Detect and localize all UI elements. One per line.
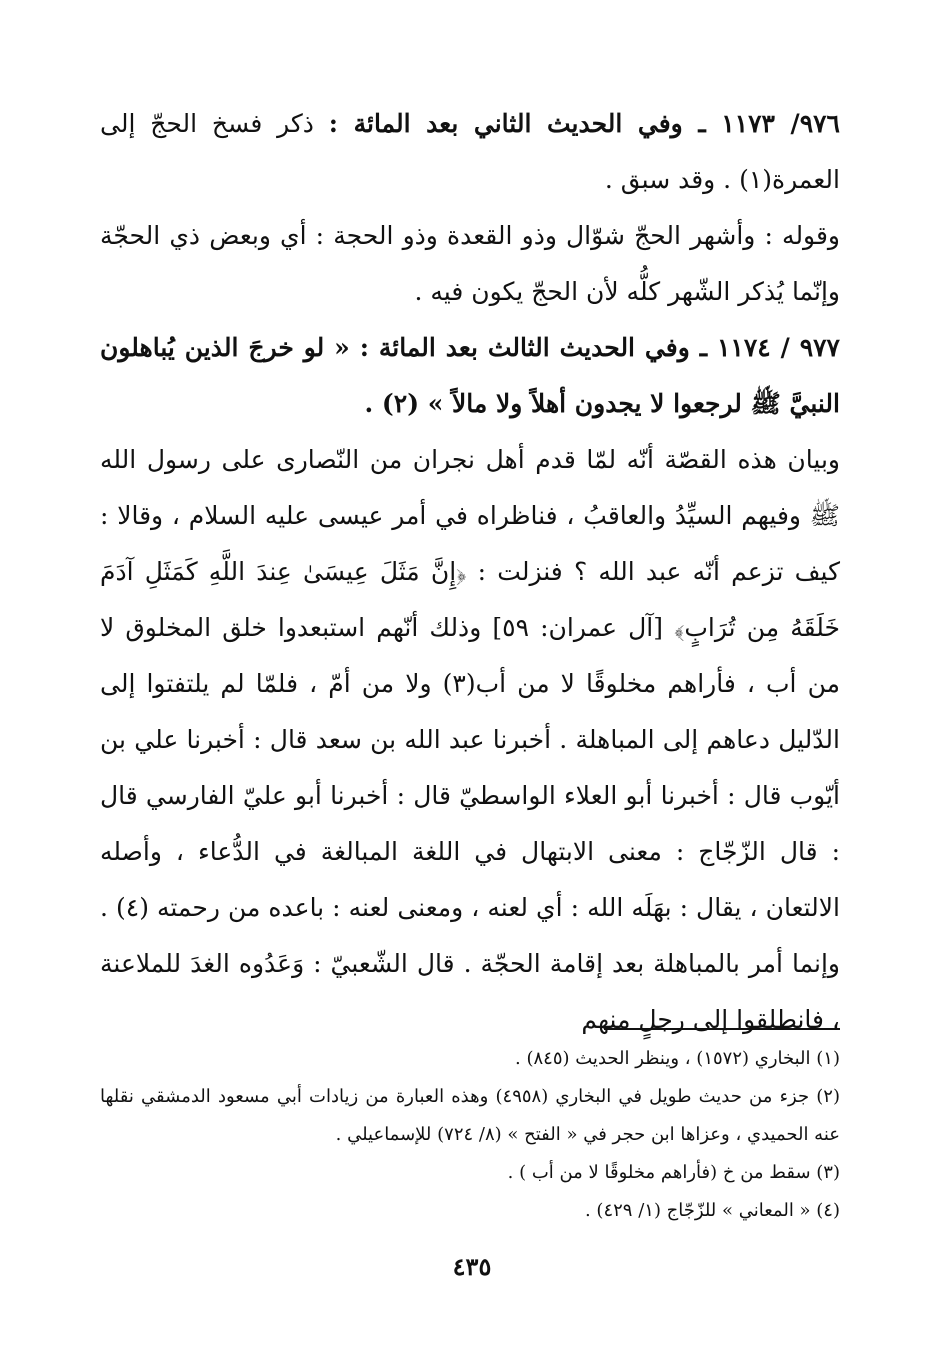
paragraph-explanation-hajj-months: وقوله : وأشهر الحجّ شوّال وذو القعدة وذو الحجة : أي وبعض ذي الحجّة وإنّما يُذكر الشّهر كلُّه لأن الحجّ يكون فيه . — [100, 221, 840, 306]
hadith-976-heading: ٩٧٦/ ١١٧٣ ـ وفي الحديث الثاني بعد المائة : — [328, 109, 840, 138]
main-text-block — [100, 96, 840, 1048]
footnote-1: (١) البخاري (١٥٧٢) ، وينظر الحديث (٨٤٥) . — [515, 1048, 840, 1069]
footnote-2: (٢) جزء من حديث طويل في البخاري (٤٩٥٨) وهذه العبارة من زيادات أبي مسعود الدمشقي نقلها عنه الحميدي ، وعزاها ابن حجر في « الفتح » (٨/ ٧٢٤) للإسماعيلي . — [100, 1086, 840, 1145]
paragraph-hadith-977-heading: ٩٧٧ / ١١٧٤ ـ وفي الحديث الثالث بعد المائة : « لو خرجَ الذين يُباهلون النبيَّ ﷺ لرجعوا لا يجدون أهلاً ولا مالاً » (٢) . — [100, 333, 840, 418]
footnotes-block — [100, 1040, 840, 1230]
footnote-4: (٤) « المعاني » للزّجّاج (١/ ٤٢٩) . — [584, 1200, 840, 1221]
footnote-3: (٣) سقط من خ (فأراهم مخلوقًا لا من أب ) . — [507, 1162, 840, 1183]
page-number: ٤٣٥ — [452, 1252, 492, 1281]
paragraph-mubahala-story: وبيان هذه القصّة أنّه لمّا قدم أهل نجران من النّصارى على رسول الله ﷺ وفيهم السيِّدُ والعاقبُ ، فناظراه في أمر عيسى عليه السلام ، وقالا : كيف تزعم أنّه عبد الله ؟ فنزلت : ﴿إِنَّ مَثَلَ عِيسَىٰ عِندَ اللَّهِ كَمَثَلِ آدَمَ خَلَقَهُ مِن تُرَابٍ﴾ [آل عمران: ٥٩] وذلك أنّهم استبعدوا خلق المخلوق لا من أب ، فأراهم مخلوقًا لا من أب(٣) ولا من أمّ ، فلمّا لم يلتفتوا إلى الدّليل دعاهم إلى المباهلة . أخبرنا عبد الله بن سعد قال : أخبرنا علي بن أيّوب قال : أخبرنا أبو العلاء الواسطيّ قال : أخبرنا أبو عليّ الفارسي قال : قال الزّجّاج : معنى الابتهال في اللغة المبالغة في الدُّعاء ، وأصله الالتعان ، يقال : بهَلَه الله : أي لعنه ، ومعنى لعنه : باعده من رحمته (٤) . وإنما أمر بالمباهلة بعد إقامة الحجّة . قال الشّعبيّ : وَعَدُوه الغدَ للملاعنة ، فانطلقوا إلى رجلٍ منهم — [100, 445, 841, 1034]
footnote-separator — [604, 1028, 840, 1030]
hadith-976-text: ذكر فسخ الحجّ إلى العمرة(١) . وقد سبق . — [100, 109, 840, 194]
paragraph-hadith-976 — [100, 96, 840, 208]
